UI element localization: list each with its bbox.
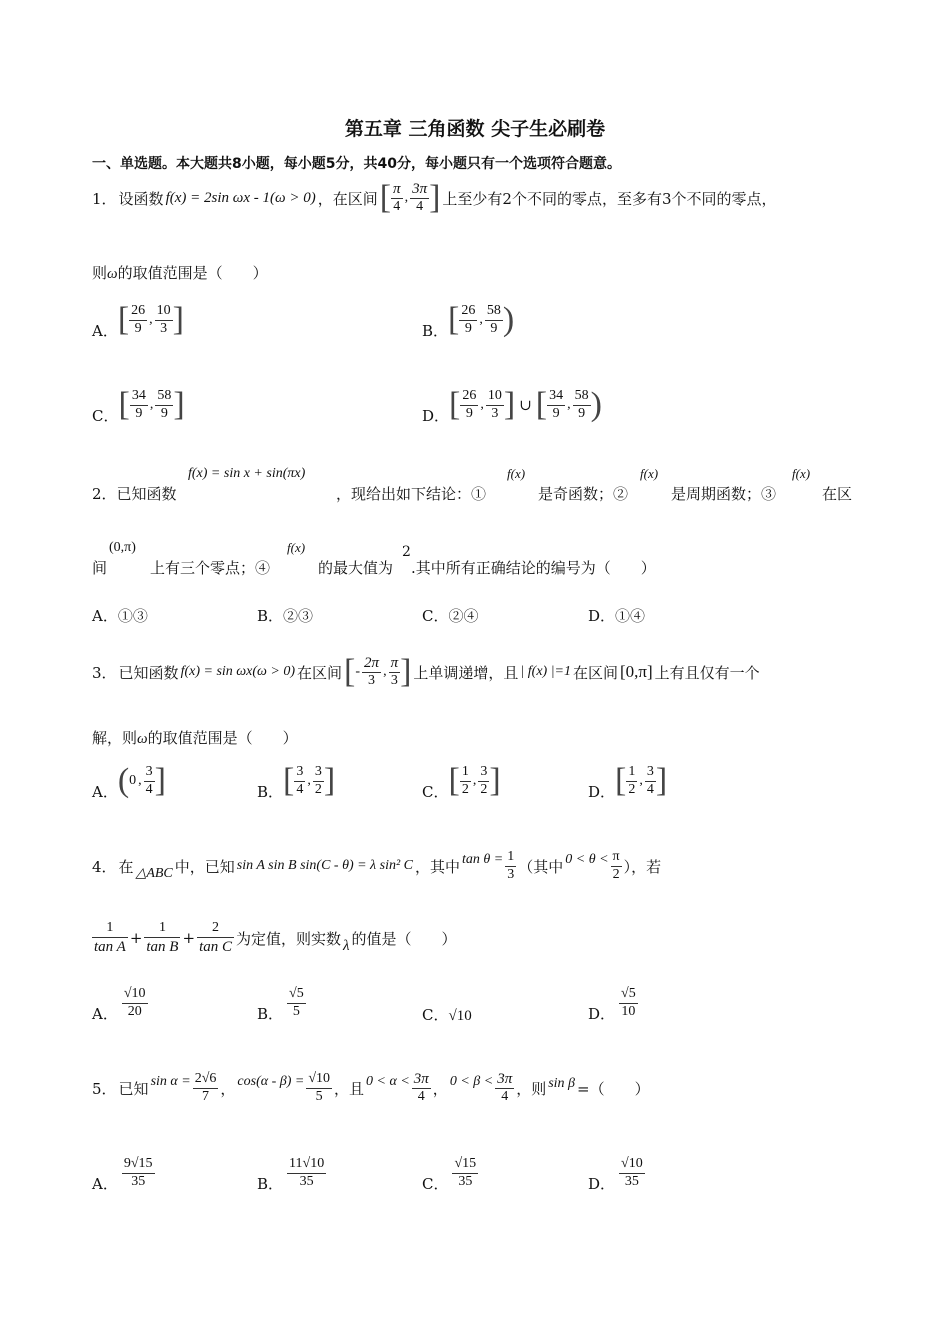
option-label: D． [588, 607, 616, 625]
option-label: A． [92, 607, 118, 625]
lambda-symbol: λ [343, 937, 350, 954]
option-d[interactable] [588, 980, 638, 1026]
denominator: 9 [134, 320, 142, 336]
option-a[interactable] [92, 980, 148, 1026]
numerator: π [393, 181, 401, 198]
option-label: D． [422, 407, 450, 425]
numerator: 58 [485, 303, 503, 321]
question-text: 为定值，则实数 [236, 929, 342, 948]
bracket-right: ] [173, 386, 185, 423]
interval: [ $\frac{34}{9}$ , $\frac{58}{9}$ ] [118, 386, 185, 423]
fraction [197, 920, 234, 956]
question-text: 间 [92, 559, 108, 577]
fx-label: f(x) [287, 540, 306, 555]
denominator: 9 [464, 320, 472, 336]
question-4-line-1 [92, 842, 661, 890]
numerator: 3π [412, 181, 428, 198]
question-text: 上有三个零点；④ [150, 559, 271, 577]
option-text: ②③ [283, 607, 314, 625]
interval: [ - $\frac{2\pi}{3}$ , $\frac{\pi}{3}$ ] [344, 652, 412, 690]
question-text: 在区 [822, 485, 853, 503]
question-text: 在区间 [573, 663, 619, 682]
option-c[interactable] [422, 605, 479, 626]
denominator: 35 [131, 1173, 146, 1189]
denominator: 9 [578, 405, 586, 421]
numerator: 11√10 [287, 1156, 326, 1174]
option-d[interactable] [422, 382, 602, 428]
numerator: 3 [144, 764, 155, 782]
numerator: √10 [122, 986, 148, 1004]
bracket-left: [ [448, 301, 460, 338]
fraction [611, 849, 622, 884]
question-number: 5． [92, 1079, 117, 1098]
fraction [619, 1156, 645, 1191]
fraction [495, 1070, 514, 1106]
function-formula: f(x) = sin x + sin(πx) [188, 466, 306, 481]
numerator: 26 [129, 303, 147, 321]
numerator: 58 [573, 388, 591, 406]
denominator: 2 [628, 781, 636, 797]
option-b[interactable] [257, 1150, 326, 1196]
option-label: D． [588, 783, 616, 801]
numerator: 3 [645, 764, 656, 782]
numerator: 2π [364, 655, 380, 672]
question-text: （其中 [518, 857, 564, 876]
bracket-left: [ [379, 178, 392, 216]
denominator: 9 [552, 405, 560, 421]
fraction [144, 920, 180, 956]
numerator: 3π [413, 1071, 429, 1088]
numerator: π [390, 655, 399, 672]
option-text: ①③ [117, 607, 148, 625]
denominator: 3 [368, 673, 376, 689]
question-text: 在 [118, 857, 134, 876]
fraction [287, 986, 306, 1021]
denominator: 9 [465, 405, 473, 421]
question-text: 上至少有2个不同的零点，至多有3个不同的零点， [442, 189, 777, 208]
question-text: ），若 [623, 857, 662, 876]
question-number: 4． [92, 857, 117, 876]
triangle-label: △ABC [135, 865, 173, 881]
bracket-right: ) [590, 386, 602, 423]
denominator: 4 [145, 781, 153, 797]
section-heading: 一、单选题。本大题共8小题，每小题5分，共40分，每小题只有一个选项符合题意。 [92, 156, 621, 172]
fx-label: f(x) [640, 466, 659, 481]
denominator: tan C [199, 938, 232, 955]
numerator: 26 [459, 303, 477, 321]
interval: [ $\frac{3}{4}$ , $\frac{3}{2}$ ] [283, 762, 336, 799]
page-title: 第五章 三角函数 尖子生必刷卷 [344, 118, 606, 140]
denominator: 4 [417, 1089, 425, 1105]
question-1-line-1 [92, 176, 777, 220]
fraction [412, 1070, 431, 1106]
function-formula: f(x) = 2sin ωx - 1(ω > 0) [165, 189, 316, 206]
bracket-right: ] [400, 652, 412, 690]
option-c[interactable] [422, 1004, 472, 1025]
question-text: 则 [92, 264, 108, 282]
option-d[interactable] [588, 1150, 645, 1196]
bracket-left: [ [535, 386, 548, 423]
fraction [452, 1156, 478, 1191]
option-label: C． [422, 1175, 449, 1193]
fraction [122, 986, 148, 1021]
question-text: ，在区间 [317, 189, 378, 208]
interval: [ $\frac{1}{2}$ , $\frac{3}{4}$ ] [615, 762, 668, 799]
question-number: 3． [92, 663, 117, 682]
denominator: 9 [160, 405, 168, 421]
bracket-right: ] [323, 762, 336, 799]
bracket-left: [ [448, 762, 460, 799]
question-number: 1． [92, 189, 117, 208]
denominator: 9 [490, 320, 498, 336]
denominator: 3 [507, 866, 515, 882]
question-text: 的取值范围是（ ） [147, 729, 298, 747]
union-symbol: ∪ [519, 396, 532, 414]
numerator: 1 [144, 920, 180, 938]
fraction [391, 180, 403, 216]
bracket-left: [ [117, 301, 130, 338]
value: 0 [129, 773, 137, 788]
interval: [ $\frac{26}{9}$ , $\frac{58}{9}$ ) [448, 301, 515, 338]
numerator: √10 [619, 1156, 645, 1174]
denominator: 10 [621, 1003, 636, 1019]
sin-expression: sin α = [150, 1074, 191, 1089]
numerator: 1 [460, 764, 471, 782]
question-text: ，且 [334, 1079, 365, 1098]
numerator: 1 [626, 764, 637, 782]
denominator: 35 [624, 1173, 639, 1189]
bracket-right: ] [429, 178, 441, 216]
denominator: 20 [127, 1003, 142, 1019]
question-text: ，则 [516, 1079, 547, 1098]
abs-formula: | f(x) |=1 [520, 664, 571, 679]
denominator: tan B [146, 938, 179, 955]
option-c[interactable] [422, 758, 501, 804]
option-b[interactable] [257, 605, 313, 626]
fraction [306, 1071, 332, 1106]
denominator: 4 [393, 199, 401, 215]
denominator: 4 [296, 781, 304, 797]
max-value: 2 [402, 544, 411, 560]
option-label: C． [422, 1006, 449, 1024]
option-a[interactable] [92, 1150, 155, 1196]
bracket-right: ] [503, 386, 516, 423]
range-expression: 0 < θ < [565, 852, 609, 867]
equation: sin A sin B sin(C - θ) = λ sin² C [236, 858, 413, 873]
denominator: 5 [292, 1003, 300, 1019]
interval: [ $\frac{34}{9}$ , $\frac{58}{9}$ ) [535, 386, 602, 423]
numerator: 1 [505, 849, 516, 867]
numerator: 3 [313, 764, 324, 782]
interval-text: [0,π] [620, 662, 653, 681]
numerator: 3 [294, 764, 305, 782]
numerator: √5 [619, 986, 638, 1004]
denominator: 2 [461, 781, 469, 797]
question-text: 已知函数 [116, 485, 177, 503]
denominator: 7 [202, 1088, 210, 1104]
fraction [619, 986, 638, 1021]
bracket-left: [ [118, 386, 130, 423]
numerator: √5 [287, 986, 306, 1004]
bracket-left: ( [117, 762, 130, 799]
denominator: 4 [416, 199, 424, 215]
denominator: 3 [491, 405, 499, 421]
question-text: 是奇函数；② [538, 485, 629, 503]
question-3-line-1 [92, 640, 760, 704]
option-d[interactable] [588, 758, 667, 804]
denominator: 3 [390, 673, 398, 689]
option-b[interactable] [422, 297, 514, 343]
plus-sign: + [129, 929, 143, 947]
interval: [ $\frac{1}{2}$ , $\frac{3}{2}$ ] [448, 762, 501, 799]
interval: [ $\frac{26}{9}$ , $\frac{10}{3}$ ] [449, 386, 516, 423]
comma: ， [432, 1079, 448, 1098]
interval: [ $\frac{26}{9}$ , $\frac{10}{3}$ ] [117, 301, 184, 338]
option-b[interactable] [257, 980, 306, 1026]
fraction [287, 1156, 326, 1191]
option-c[interactable] [422, 1150, 478, 1196]
question-1-line-2 [92, 262, 268, 283]
question-text: 解，则 [92, 729, 138, 747]
denominator: 2 [480, 781, 488, 797]
denominator: 2 [314, 781, 322, 797]
bracket-right: ) [502, 301, 515, 338]
fraction [410, 180, 429, 216]
question-text: 上有且仅有一个 [654, 663, 760, 682]
numerator: √10 [306, 1071, 332, 1089]
question-text: 已知 [118, 1079, 149, 1098]
option-label: B． [257, 1005, 284, 1023]
numerator: 3π [497, 1071, 513, 1088]
option-label: A． [92, 1175, 118, 1193]
target-expression: sin β [548, 1076, 576, 1091]
variable: ω [107, 266, 118, 282]
option-a[interactable] [92, 297, 184, 343]
numerator: 34 [130, 388, 148, 406]
option-label: B． [257, 607, 284, 625]
numerator: 26 [460, 388, 478, 406]
bracket-right: ] [154, 762, 166, 799]
bracket-left: [ [449, 386, 461, 423]
option-label: C． [92, 407, 119, 425]
denominator: 4 [646, 781, 654, 797]
range-expression: 0 < β < [449, 1074, 494, 1089]
minus-sign: - [355, 663, 361, 679]
numerator: 10 [486, 388, 504, 406]
option-d[interactable] [588, 605, 645, 626]
fraction [193, 1071, 219, 1106]
fraction [92, 920, 128, 956]
question-5-line-1 [92, 1064, 650, 1112]
bracket-left: [ [615, 762, 627, 799]
interval: [ $\frac{\pi}{4}$ , $\frac{3\pi}{4}$ ] [379, 178, 441, 216]
option-a[interactable] [92, 758, 166, 804]
numerator: 3 [478, 764, 489, 782]
option-text: ②④ [448, 607, 479, 625]
option-label: A． [92, 783, 118, 801]
option-label: C． [422, 607, 449, 625]
bracket-right: ] [172, 301, 184, 338]
bracket-right: ] [655, 762, 668, 799]
tan-expression: tan θ = [462, 852, 504, 867]
option-label: D． [588, 1175, 616, 1193]
numerator: π [611, 849, 622, 867]
fx-label: f(x) [507, 466, 526, 481]
denominator: tan A [94, 938, 126, 955]
interval: ( 0 , $\frac{3}{4}$ ] [117, 762, 166, 799]
numerator: 2√6 [193, 1071, 219, 1089]
numerator: 10 [155, 303, 173, 321]
question-text: 中，已知 [174, 857, 235, 876]
option-label: C． [422, 783, 449, 801]
numerator: √15 [452, 1156, 478, 1174]
question-text: 上单调递增，且 [413, 663, 519, 682]
option-label: A． [92, 322, 118, 340]
question-text: 已知函数 [118, 663, 179, 682]
option-label: A． [92, 1005, 118, 1023]
question-text: 的值是（ ） [351, 929, 457, 948]
bracket-left: [ [344, 652, 356, 690]
question-2-line-1-start [92, 483, 177, 504]
numerator: 58 [155, 388, 173, 406]
fraction [505, 849, 516, 884]
bracket-left: [ [283, 762, 295, 799]
denominator: 9 [135, 405, 143, 421]
cos-expression: cos(α - β) = [237, 1074, 305, 1089]
range-expression: 0 < α < [366, 1074, 410, 1089]
question-3-line-2 [92, 727, 298, 748]
question-text: 设函数 [118, 189, 164, 208]
question-number: 2． [92, 485, 117, 503]
option-label: B． [257, 1175, 284, 1193]
option-label: B． [422, 322, 449, 340]
question-text: 是周期函数；③ [671, 485, 777, 503]
question-text: 的最大值为 [318, 559, 394, 577]
fraction [122, 1156, 155, 1191]
bracket-right: ] [489, 762, 501, 799]
question-text: ，现给出如下结论：① [336, 485, 487, 503]
denominator: 35 [299, 1173, 314, 1189]
fx-label: f(x) [792, 466, 811, 481]
numerator: 34 [547, 388, 565, 406]
variable: ω [137, 731, 148, 747]
numerator: 2 [197, 920, 234, 938]
question-text: ，其中 [415, 857, 461, 876]
option-label: D． [588, 1005, 616, 1023]
plus-sign: + [182, 929, 196, 947]
option-a[interactable] [92, 605, 148, 626]
denominator: 5 [315, 1088, 323, 1104]
numerator: 1 [92, 920, 128, 938]
interval-text: (0,π) [109, 540, 136, 555]
question-text: .其中所有正确结论的编号为（ ） [411, 559, 656, 577]
question-text: =（ ） [577, 1079, 650, 1098]
denominator: 4 [501, 1089, 509, 1105]
question-4-line-2 [92, 914, 457, 962]
question-text: 的取值范围是（ ） [117, 264, 268, 282]
denominator: 2 [612, 866, 620, 882]
function-formula: f(x) = sin ωx(ω > 0) [180, 664, 296, 679]
denominator: 35 [458, 1173, 473, 1189]
option-text: ①④ [615, 607, 646, 625]
option-b[interactable] [257, 758, 335, 804]
numerator: 9√15 [122, 1156, 155, 1174]
option-text: √10 [448, 1008, 472, 1024]
comma: ， [220, 1079, 236, 1098]
option-label: B． [257, 783, 284, 801]
option-c[interactable] [92, 382, 185, 428]
question-text: 在区间 [297, 663, 343, 682]
denominator: 3 [160, 320, 168, 336]
